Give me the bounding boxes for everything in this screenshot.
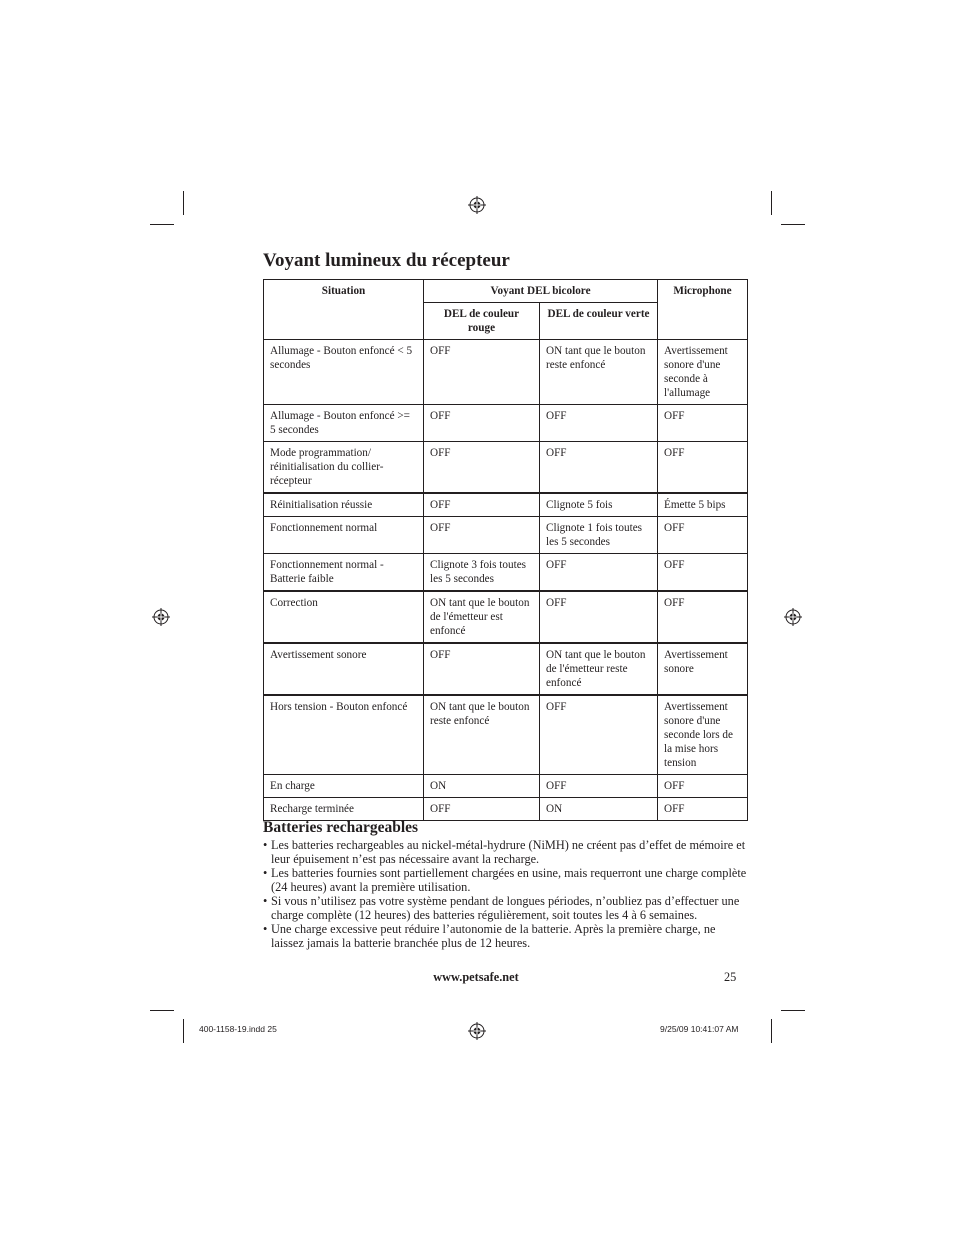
registration-mark-icon [468, 1022, 486, 1040]
list-item [263, 838, 747, 866]
table-row [264, 695, 748, 775]
cell-situation: Recharge terminée [264, 798, 424, 821]
cell-red: OFF [424, 798, 540, 821]
batteries-section [263, 819, 747, 950]
cell-situation: Allumage - Bouton enfoncé >= 5 secondes [264, 405, 424, 442]
cell-situation: Fonctionnement normal - Batterie faible [264, 554, 424, 592]
cell-red: OFF [424, 517, 540, 554]
cell-situation: Allumage - Bouton enfoncé < 5 secondes [264, 340, 424, 405]
page-number: 25 [724, 970, 737, 984]
page-title: Voyant lumineux du récepteur [263, 250, 510, 271]
cell-green: OFF [540, 442, 658, 494]
header-situation: Situation [264, 280, 424, 340]
cell-mic: OFF [658, 775, 748, 798]
cell-red: OFF [424, 493, 540, 517]
bullet-list [263, 838, 747, 950]
crop-mark [150, 224, 174, 225]
cell-mic: OFF [658, 591, 748, 643]
list-item [263, 866, 747, 894]
bullet: • [263, 922, 268, 936]
crop-mark [183, 191, 184, 215]
cell-red: OFF [424, 340, 540, 405]
list-item-text: Les batteries fournies sont partiellement chargées en usine, mais requerront une charge complète (24 heures) avant la première utilisation. [271, 866, 747, 894]
cell-mic: OFF [658, 517, 748, 554]
cell-green: OFF [540, 554, 658, 592]
table-row [264, 591, 748, 643]
cell-red: OFF [424, 643, 540, 695]
list-item-text: Les batteries rechargeables au nickel-métal-hydrure (NiMH) ne créent pas d’effet de mémoire et leur épuisement n’est pas nécessaire avant la recharge. [271, 838, 746, 866]
bullet: • [263, 894, 268, 908]
table-row [264, 517, 748, 554]
cell-mic: Avertissement sonore d'une seconde à l'allumage [658, 340, 748, 405]
footer-url[interactable]: www.petsafe.net [433, 970, 519, 984]
header-green-led: DEL de couleur verte [540, 303, 658, 340]
crop-mark [781, 224, 805, 225]
cell-mic: Émette 5 bips [658, 493, 748, 517]
cell-mic: OFF [658, 798, 748, 821]
crop-mark [771, 191, 772, 215]
cell-green: Clignote 5 fois [540, 493, 658, 517]
cell-green: Clignote 1 fois toutes les 5 secondes [540, 517, 658, 554]
cell-green: ON tant que le bouton reste enfoncé [540, 340, 658, 405]
registration-mark-icon [468, 196, 486, 214]
cell-red: OFF [424, 405, 540, 442]
cell-green: OFF [540, 775, 658, 798]
cell-green: ON tant que le bouton de l'émetteur reste enfoncé [540, 643, 658, 695]
cell-situation: En charge [264, 775, 424, 798]
bullet: • [263, 866, 268, 880]
crop-mark [781, 1010, 805, 1011]
cell-situation: Correction [264, 591, 424, 643]
cell-green: OFF [540, 591, 658, 643]
list-item [263, 922, 747, 950]
table-row [264, 775, 748, 798]
table-row [264, 442, 748, 494]
table-row [264, 405, 748, 442]
cell-red: ON tant que le bouton reste enfoncé [424, 695, 540, 775]
slug-timestamp: 9/25/09 10:41:07 AM [660, 1024, 739, 1034]
crop-mark [183, 1019, 184, 1043]
crop-mark [150, 1010, 174, 1011]
cell-situation: Mode programmation/ réinitialisation du collier-récepteur [264, 442, 424, 494]
led-status-table [263, 279, 748, 821]
cell-situation: Avertissement sonore [264, 643, 424, 695]
cell-situation: Hors tension - Bouton enfoncé [264, 695, 424, 775]
section-heading: Batteries rechargeables [263, 819, 419, 836]
table-row [264, 798, 748, 821]
table-row [264, 643, 748, 695]
cell-red: OFF [424, 442, 540, 494]
cell-mic: Avertissement sonore [658, 643, 748, 695]
header-voyant: Voyant DEL bicolore [424, 280, 658, 303]
cell-green: OFF [540, 405, 658, 442]
cell-mic: OFF [658, 442, 748, 494]
cell-situation: Réinitialisation réussie [264, 493, 424, 517]
cell-mic: OFF [658, 405, 748, 442]
list-item-text: Une charge excessive peut réduire l’autonomie de la batterie. Après la première charge, ne laissez jamais la batterie branchée plus de 12 heures. [271, 922, 716, 950]
header-red-led: DEL de couleur rouge [424, 303, 540, 340]
crop-mark [771, 1019, 772, 1043]
list-item [263, 894, 747, 922]
list-item-text: Si vous n’utilisez pas votre système pendant de longues périodes, n’oubliez pas d’effectuer une charge complète (12 heures) des batteries régulièrement, soit toutes les 4 à 6 semaines. [271, 894, 740, 922]
cell-green: ON [540, 798, 658, 821]
registration-mark-icon [784, 608, 802, 626]
cell-situation: Fonctionnement normal [264, 517, 424, 554]
header-microphone: Microphone [658, 280, 748, 340]
table-row [264, 493, 748, 517]
registration-mark-icon [152, 608, 170, 626]
slug-file-info: 400-1158-19.indd 25 [199, 1024, 277, 1034]
cell-red: Clignote 3 fois toutes les 5 secondes [424, 554, 540, 592]
cell-mic: OFF [658, 554, 748, 592]
table-row [264, 340, 748, 405]
cell-green: OFF [540, 695, 658, 775]
cell-red: ON [424, 775, 540, 798]
bullet: • [263, 838, 268, 852]
cell-mic: Avertissement sonore d'une seconde lors de la mise hors tension [658, 695, 748, 775]
cell-red: ON tant que le bouton de l'émetteur est enfoncé [424, 591, 540, 643]
table-row [264, 554, 748, 592]
